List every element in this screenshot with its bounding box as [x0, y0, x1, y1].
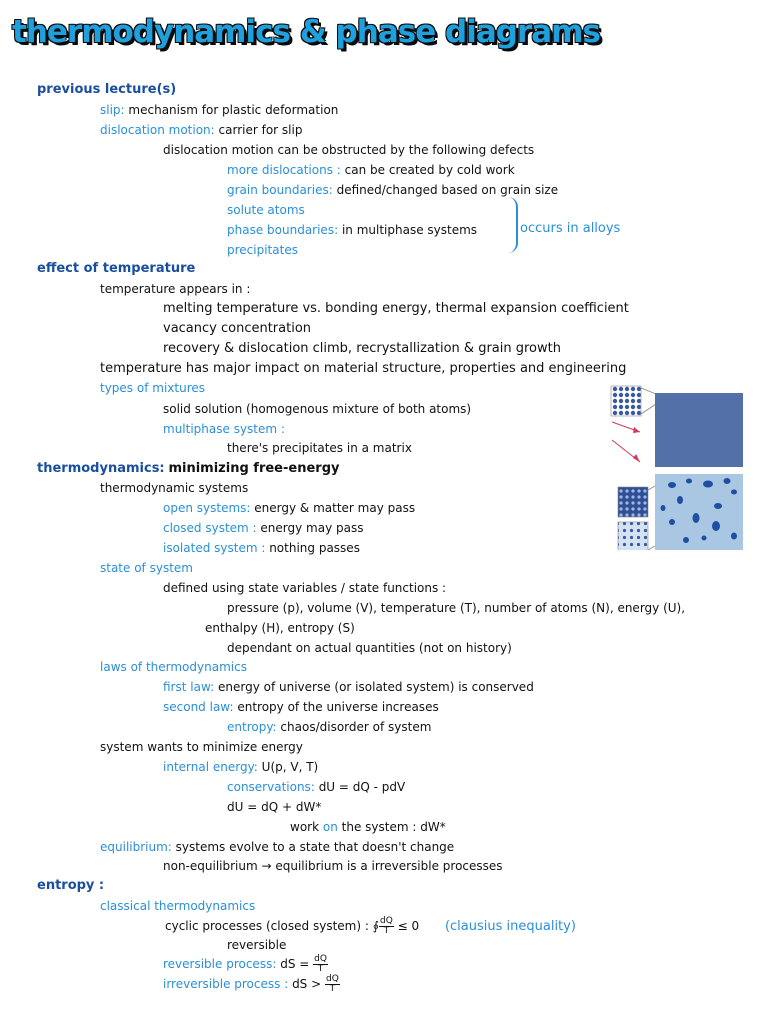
- term-solute-atoms: solute atoms: [227, 203, 305, 217]
- heading-types-of-mixtures: types of mixtures: [100, 381, 205, 395]
- on-word: on: [322, 820, 338, 834]
- term-reversible-process: reversible process:: [163, 957, 277, 971]
- heading-effect-of-temperature: effect of temperature: [37, 261, 196, 276]
- def-cyclic: cyclic processes (closed system) :: [165, 919, 369, 933]
- def-phase-boundaries: in multiphase systems: [341, 223, 478, 237]
- note-cyclic-processes: [165, 915, 576, 938]
- def-equilibrium: systems evolve to a state that doesn't change: [175, 840, 455, 854]
- contour-integral-symbol: ∮: [372, 919, 379, 933]
- heading-laws-of-thermodynamics: laws of thermodynamics: [100, 660, 247, 674]
- note-isolated-system: [163, 541, 360, 555]
- note-internal-energy: [163, 760, 318, 774]
- note-thermodynamic-systems: thermodynamic systems: [100, 481, 249, 495]
- multiphase-matrix-inset: [618, 487, 648, 517]
- note-second-law: [163, 700, 439, 714]
- note-slip: [100, 103, 338, 117]
- mixture-illustrations: [600, 380, 750, 550]
- note-minimize-energy: system wants to minimize energy: [100, 740, 303, 754]
- note-more-dislocations: [227, 163, 515, 177]
- def-grain-boundaries: defined/changed based on grain size: [336, 183, 559, 197]
- term-conservations: conservations:: [227, 780, 315, 794]
- note-dependant: dependant on actual quantities (not on history): [227, 641, 512, 655]
- note-state-list-1: pressure (p), volume (V), temperature (T), number of atoms (N), energy (U),: [227, 601, 686, 615]
- term-isolated-system: isolated system :: [163, 541, 266, 555]
- heading-entropy: entropy :: [37, 878, 105, 893]
- term-irreversible-process: irreversible process :: [163, 977, 289, 991]
- term-grain-boundaries: grain boundaries:: [227, 183, 333, 197]
- term-multiphase-system: multiphase system :: [163, 422, 285, 436]
- def-open-systems: energy & matter may pass: [254, 501, 416, 515]
- term-second-law: second law:: [163, 700, 234, 714]
- solid-solution-zoom-inset: [611, 386, 641, 416]
- def-entropy: chaos/disorder of system: [280, 720, 432, 734]
- term-precipitates: precipitates: [227, 243, 298, 257]
- term-open-systems: open systems:: [163, 501, 251, 515]
- term-equilibrium: equilibrium:: [100, 840, 172, 854]
- def-conservations: dU = dQ - pdV: [318, 780, 406, 794]
- clausius-inequality: (clausius inequality): [444, 919, 576, 934]
- term-thermodynamics: thermodynamics:: [37, 461, 165, 476]
- note-work-on-system: [290, 820, 446, 834]
- note-first-law: [163, 680, 534, 694]
- note-du-dq-dw: dU = dQ + dW*: [227, 800, 322, 814]
- heading-previous-lectures: previous lecture(s): [37, 82, 177, 97]
- note-equilibrium: [100, 840, 454, 854]
- note-state-variables: defined using state variables / state functions :: [163, 581, 447, 595]
- def-dislocation-motion: carrier for slip: [218, 123, 303, 137]
- note-reversible: reversible: [227, 938, 287, 952]
- fraction-dq-t-3: $\frac{dQ}{T}$: [326, 974, 339, 994]
- note-closed-system: [163, 521, 363, 535]
- def-thermodynamics: minimizing free-energy: [168, 461, 340, 476]
- note-occurs-in-alloys: occurs in alloys: [520, 221, 621, 236]
- def-closed-system: energy may pass: [260, 521, 364, 535]
- note-non-equilibrium: non-equilibrium → equilibrium is a irreversible processes: [163, 859, 503, 873]
- note-grain-boundaries: [227, 183, 558, 197]
- ds-equals: dS =: [280, 957, 310, 971]
- note-precipitates-matrix: there's precipitates in a matrix: [227, 441, 412, 455]
- work-word: work: [290, 820, 320, 834]
- term-slip: slip:: [100, 103, 125, 117]
- heading-state-of-system: state of system: [100, 561, 193, 575]
- ds-greater: dS >: [292, 977, 322, 991]
- def-second-law: entropy of the universe increases: [237, 700, 439, 714]
- le-zero: ≤ 0: [397, 919, 420, 933]
- note-melting-temperature: melting temperature vs. bonding energy, thermal expansion coefficient: [163, 301, 629, 316]
- def-isolated-system: nothing passes: [269, 541, 360, 555]
- term-phase-boundaries: phase boundaries:: [227, 223, 339, 237]
- heading-thermodynamics: [37, 461, 339, 476]
- note-irreversible-process: [163, 973, 340, 995]
- term-internal-energy: internal energy:: [163, 760, 258, 774]
- note-vacancy: vacancy concentration: [163, 321, 312, 336]
- page-title: thermodynamics & phase diagrams: [12, 14, 600, 50]
- solid-solution-square: [655, 393, 743, 467]
- note-solid-solution: solid solution (homogenous mixture of both atoms): [163, 402, 472, 416]
- def-first-law: energy of universe (or isolated system) is conserved: [217, 680, 534, 694]
- heading-classical-thermodynamics: classical thermodynamics: [100, 899, 256, 913]
- term-dislocation-motion: dislocation motion:: [100, 123, 215, 137]
- def-internal-energy: U(p, V, T): [261, 760, 319, 774]
- term-more-dislocations: more dislocations :: [227, 163, 341, 177]
- term-first-law: first law:: [163, 680, 215, 694]
- note-conservations: [227, 780, 405, 794]
- fraction-dq-t-2: $\frac{dQ}{T}$: [314, 954, 327, 974]
- note-recovery: recovery & dislocation climb, recrystallization & grain growth: [163, 341, 561, 356]
- multiphase-precipitate-inset: [618, 522, 648, 550]
- note-entropy-def: [227, 720, 431, 734]
- term-closed-system: closed system :: [163, 521, 257, 535]
- note-dislocation-motion: [100, 123, 302, 137]
- work-rest: the system : dW*: [341, 820, 446, 834]
- fraction-dq-t: $\frac{dQ}{T}$: [379, 916, 393, 936]
- note-state-list-2: enthalpy (H), entropy (S): [205, 621, 355, 635]
- note-temperature-appears: temperature appears in :: [100, 282, 251, 296]
- note-phase-boundaries: [227, 223, 477, 237]
- note-reversible-process: [163, 953, 328, 975]
- def-slip: mechanism for plastic deformation: [128, 103, 339, 117]
- note-temperature-impact: temperature has major impact on material structure, properties and engineering: [100, 361, 627, 376]
- term-entropy: entropy:: [227, 720, 277, 734]
- note-open-systems: [163, 501, 415, 515]
- def-more-dislocations: can be created by cold work: [344, 163, 515, 177]
- brace: [506, 197, 518, 253]
- note-obstructed: dislocation motion can be obstructed by the following defects: [163, 143, 535, 157]
